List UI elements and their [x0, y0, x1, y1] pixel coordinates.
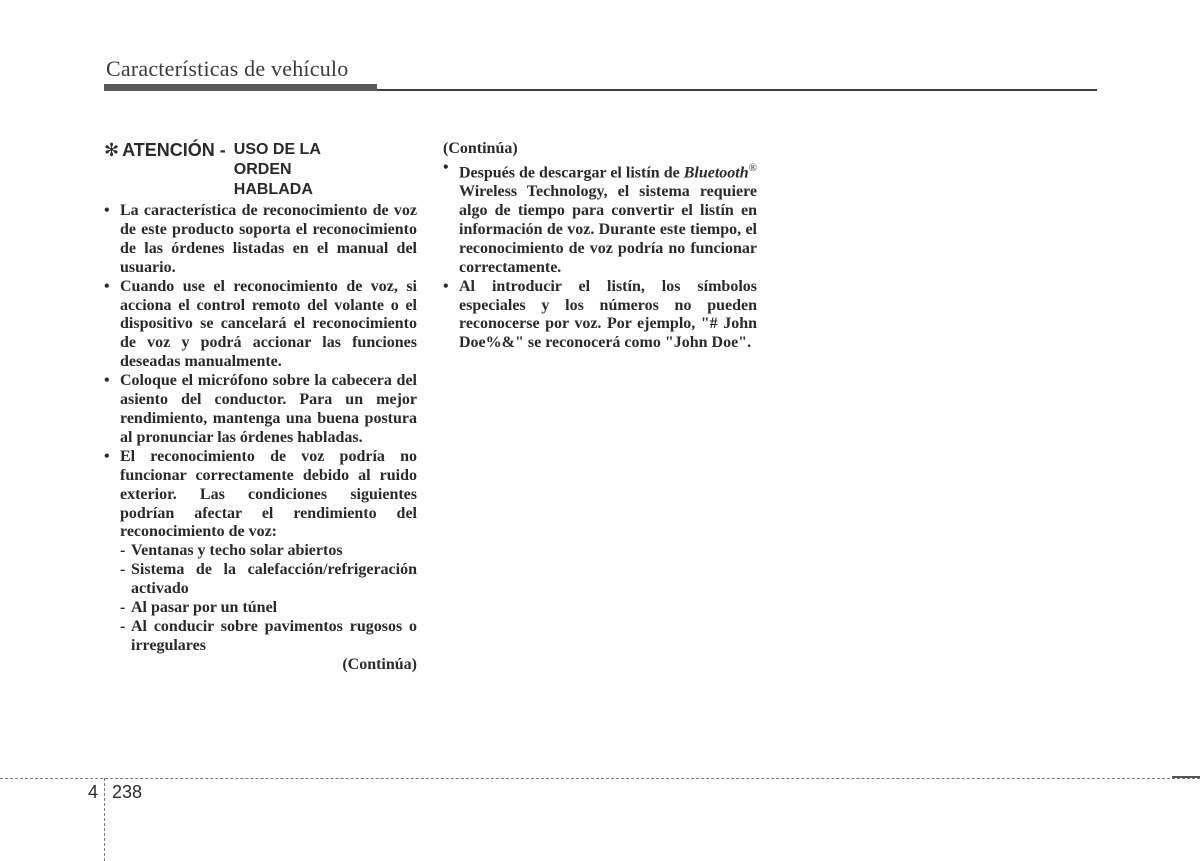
asterisk-star-icon: ✻	[104, 140, 120, 160]
condition-list	[120, 542, 417, 655]
footer-tick	[1172, 776, 1200, 778]
dash-icon: -	[120, 542, 126, 560]
heading-topic: USO DE LA ORDEN HABLADA	[233, 141, 321, 198]
list-item	[104, 202, 417, 278]
footer-divider	[0, 778, 1200, 779]
right-column	[443, 140, 757, 353]
bullet-icon: •	[104, 202, 110, 219]
bullet-icon: •	[443, 277, 449, 295]
left-column	[104, 140, 417, 675]
attention-heading	[104, 140, 417, 200]
bullet-text: El reconocimiento de voz podría no funcionar correctamente debido al ruido exterior. Las condiciones siguientes podrían afectar el rendimiento del reconocimiento de voz:	[120, 447, 417, 541]
continued-label: (Continúa)	[443, 140, 518, 157]
section-title: Características de vehículo	[106, 56, 349, 81]
bullet-icon: •	[443, 158, 449, 176]
bullet-icon: •	[104, 447, 110, 465]
sub-list-item: - Al pasar por un túnel	[120, 599, 278, 617]
sub-list-item: - Al conducir sobre pavimentos rugosos o irregulares	[120, 617, 417, 654]
list-item	[443, 159, 757, 278]
bluetooth-term: Bluetooth	[683, 164, 749, 182]
header-rule-accent	[104, 84, 377, 91]
list-item	[104, 448, 417, 543]
list-item	[104, 278, 417, 373]
dash-icon: -	[120, 617, 126, 635]
bullet-text: Al introducir el listín, los símbolos especiales y los números no pueden reconocerse por voz. Por ejemplo, "# John Doe%&" se reconocerá como "John Doe".	[459, 277, 757, 352]
bullet-text: Coloque el micrófono sobre la cabecera del asiento del conductor. Para un mejor rendimiento, mantenga una buena postura al pronunciar las órdenes habladas.	[120, 372, 417, 446]
sub-list-item: - Sistema de la calefacción/refrigeración activado	[120, 561, 417, 598]
continued-label: (Continúa)	[342, 655, 417, 673]
bullet-text: La característica de reconocimiento de voz de este producto soporta el reconocimiento de las órdenes listadas en el manual del usuario.	[120, 202, 417, 276]
bullet-icon: •	[104, 372, 110, 390]
list-item	[443, 278, 757, 354]
heading-lead: ATENCIÓN -	[122, 140, 226, 160]
bullet-text: Cuando use el reconocimiento de voz, si acciona el control remoto del volante o el dispositivo se cancelará el reconocimiento de voz y podrá accionar las funciones deseadas manualmente.	[120, 277, 417, 371]
sub-list-item: - Ventanas y techo solar abiertos	[120, 542, 343, 560]
footer-margin-line	[104, 778, 105, 861]
page-number: 238	[112, 782, 143, 802]
dash-icon: -	[120, 599, 126, 617]
dash-icon: -	[120, 561, 126, 579]
bullet-icon: •	[104, 277, 110, 295]
chapter-number: 4	[88, 782, 99, 802]
bullet-text: Después de descargar el listín de Bluetooth® Wireless Technology, el sistema requiere algo de tiempo para convertir el listín en información de voz. Durante este tiempo, el reconocimiento de voz podría no funcionar correctamente.	[459, 161, 757, 276]
list-item	[104, 372, 417, 448]
registered-mark: ®	[748, 161, 757, 174]
